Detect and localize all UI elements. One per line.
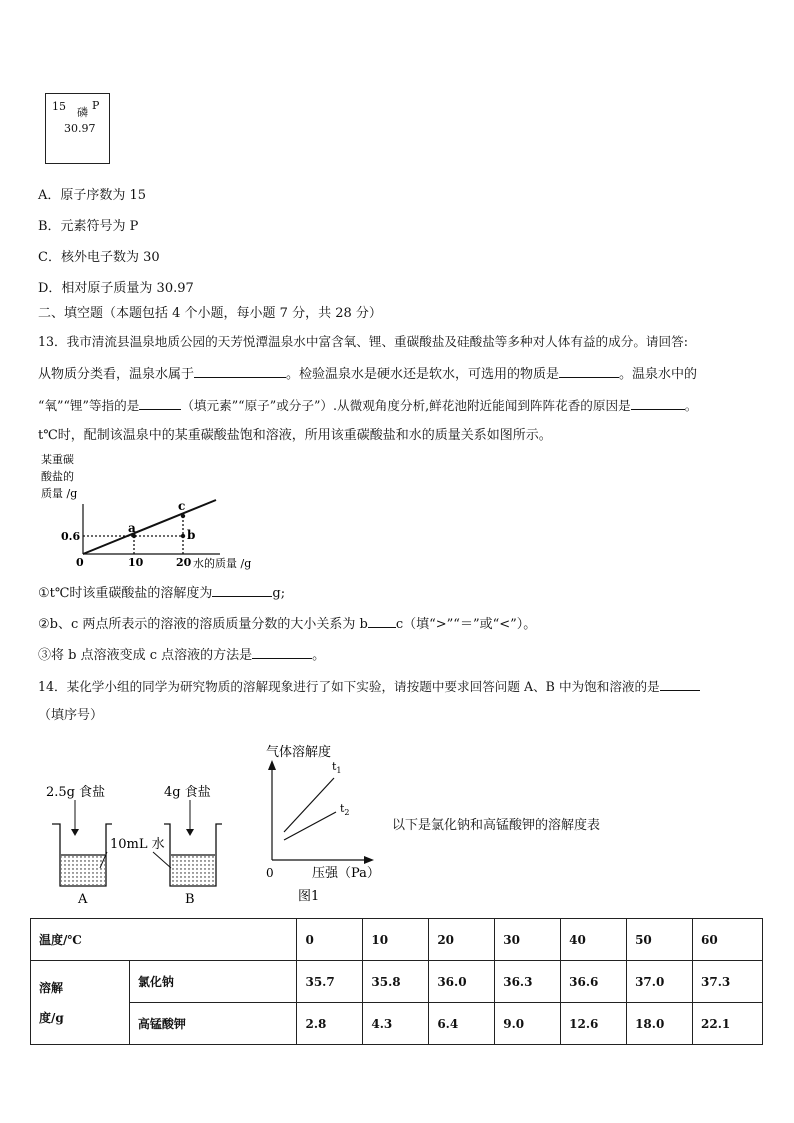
graph1-xlabel: 水的质量 /g (193, 557, 252, 570)
option-c: C．核外电子数为 30 (38, 250, 160, 265)
t1-label: $t_1$ (332, 760, 342, 775)
table-cell: 4.3 (363, 1003, 429, 1045)
table-cell: 22.1 (693, 1003, 763, 1045)
table-row (31, 961, 763, 1003)
solubility-mass-graph (38, 452, 278, 577)
point-c-label: c (178, 499, 186, 513)
element-name: 磷 (77, 106, 88, 119)
option-a: A．原子序数为 15 (38, 188, 147, 203)
graph2-ylabel: 气体溶解度 (266, 745, 332, 760)
graph2-x-arrow (364, 856, 374, 864)
table-cell: 37.3 (693, 961, 763, 1003)
graph2-y-arrow (268, 760, 276, 770)
q13-sub1: ①t℃时该重碳酸盐的溶解度为 g; (38, 586, 286, 601)
table-cell: 35.7 (297, 961, 363, 1003)
atomic-number: 15 (52, 100, 66, 113)
graph1-ylabel-line2: 酸盐的 (41, 470, 74, 483)
answer-blank[interactable] (368, 615, 396, 628)
element-card (45, 93, 110, 164)
water-label: 10mL 水 (110, 837, 165, 852)
graph2-origin: 0 (266, 866, 274, 880)
solubility-group-label: 溶解 度/g (31, 961, 130, 1045)
beaker-a-salt-label: 2.5g 食盐 (46, 785, 106, 800)
beaker-b-label: B (185, 892, 195, 907)
table-header-row (31, 919, 763, 961)
temperature-header: 温度/℃ (31, 919, 297, 961)
substance-name: 高锰酸钾 (129, 1003, 297, 1045)
table-cell: 35.8 (363, 961, 429, 1003)
q13-sub2: ②b、c 两点所表示的溶液的溶质质量分数的大小关系为 b c（填“>”“＝”或“<”）。 (38, 617, 537, 632)
q13-line4: t℃时，配制该温泉中的某重碳酸盐饱和溶液，所用该重碳酸盐和水的质量关系如图所示。 (38, 428, 552, 443)
point-b-label: b (187, 528, 196, 542)
table-cell: 9.0 (495, 1003, 561, 1045)
table-cell: 37.0 (627, 961, 693, 1003)
answer-blank[interactable] (660, 678, 700, 691)
arrow-a-head (71, 829, 79, 836)
y-tick-0.6: 0.6 (61, 530, 81, 543)
answer-blank[interactable] (212, 584, 272, 597)
table-cell: 2.8 (297, 1003, 363, 1045)
q13-sub3: ③将 b 点溶液变成 c 点溶液的方法是 。 (38, 648, 326, 663)
gas-solubility-graph (258, 740, 388, 908)
table-cell: 36.3 (495, 961, 561, 1003)
answer-blank[interactable] (252, 646, 312, 659)
beaker-a (52, 824, 112, 886)
line-t1 (284, 778, 334, 832)
q13-line1: 13．我市清流县温泉地质公园的天芳悦潭温泉水中富含氧、锂、重碳酸盐及硅酸盐等多种对人体有益的成分。请回答: (38, 334, 688, 349)
temp-cell: 50 (627, 919, 693, 961)
answer-blank[interactable] (631, 397, 685, 410)
option-b: B．元素符号为 P (38, 219, 139, 234)
graph1-mass-line (83, 500, 216, 554)
option-d: D．相对原子质量为 30.97 (38, 281, 194, 296)
solubility-table (30, 918, 763, 1045)
figure-caption: 图1 (298, 889, 320, 904)
x-tick-10: 10 (128, 556, 144, 569)
q13-line3: “氧”“锂”等指的是 （填元素”“原子”或分子”）.从微观角度分析,鲜花池附近能闻到阵阵花香的原因是 。 (38, 398, 698, 413)
substance-name: 氯化钠 (129, 961, 297, 1003)
temp-cell: 60 (693, 919, 763, 961)
table-caption: 以下是氯化钠和高锰酸钾的溶解度表 (392, 818, 601, 833)
q13-line2: 从物质分类看，温泉水属于 。检验温泉水是硬水还是软水，可选用的物质是 。温泉水中的 (38, 367, 698, 382)
x-tick-20: 20 (176, 556, 192, 569)
element-symbol: P (92, 99, 100, 112)
beaker-b (164, 824, 222, 886)
atomic-mass: 30.97 (64, 122, 96, 135)
temp-cell: 10 (363, 919, 429, 961)
table-cell: 18.0 (627, 1003, 693, 1045)
point-c (181, 514, 185, 518)
water-pointer-b (153, 852, 171, 868)
point-a-label: a (128, 521, 136, 535)
temp-cell: 40 (561, 919, 627, 961)
temp-cell: 20 (429, 919, 495, 961)
beaker-a-label: A (78, 892, 88, 907)
table-cell: 12.6 (561, 1003, 627, 1045)
beaker-experiment (40, 776, 245, 908)
answer-blank[interactable] (559, 365, 619, 378)
table-cell: 36.0 (429, 961, 495, 1003)
q14-line1: 14．某化学小组的同学为研究物质的溶解现象进行了如下实验，请按题中要求回答问题 A、B 中为饱和溶液的是 (38, 678, 700, 695)
t2-label: $t_2$ (340, 802, 350, 817)
table-cell: 36.6 (561, 961, 627, 1003)
answer-blank[interactable] (139, 397, 181, 410)
graph1-ylabel-line3: 质量 /g (41, 487, 78, 500)
point-b (181, 534, 185, 538)
answer-blank[interactable] (194, 365, 286, 378)
q14-line2: （填序号） (38, 708, 104, 723)
graph2-xlabel: 压强（Pa） (312, 866, 380, 881)
beaker-b-salt-label: 4g 食盐 (164, 785, 211, 800)
graph1-ylabel-line1: 某重碳 (41, 453, 74, 466)
origin-label: 0 (76, 556, 84, 569)
arrow-b-head (186, 829, 194, 836)
temp-cell: 30 (495, 919, 561, 961)
section-heading: 二、填空题（本题包括 4 个小题，每小题 7 分，共 28 分） (38, 306, 382, 321)
table-row (31, 1003, 763, 1045)
table-cell: 6.4 (429, 1003, 495, 1045)
temp-cell: 0 (297, 919, 363, 961)
line-t2 (284, 812, 336, 840)
